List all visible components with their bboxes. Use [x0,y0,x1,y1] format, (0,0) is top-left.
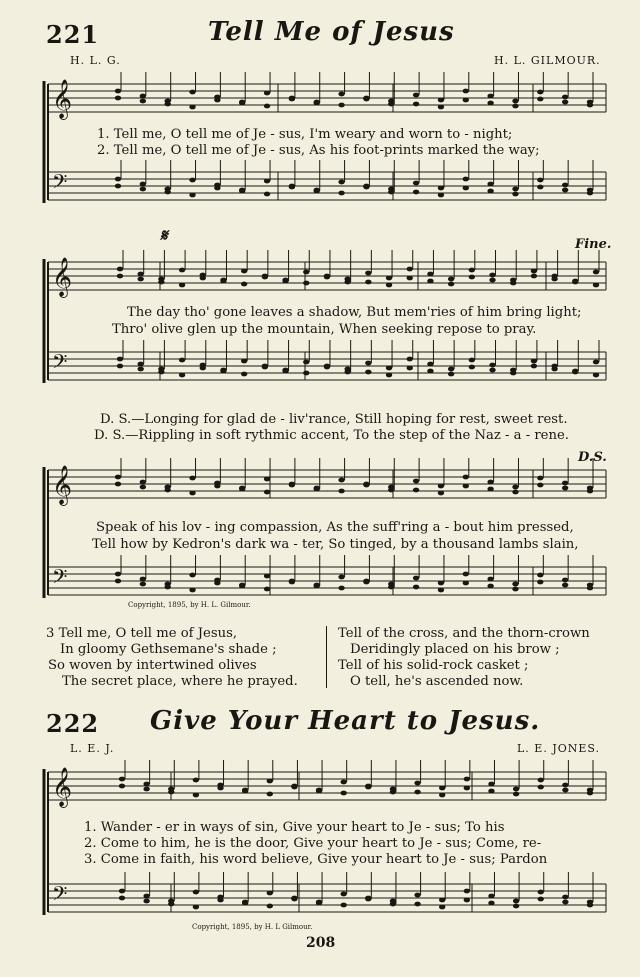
verse-line: 3 Tell me, O tell me of Jesus, [46,626,238,641]
lyric-line: The day tho' gone leaves a shadow, But mem'ries of him bring light; [127,305,582,320]
lyric-line: 3. Come in faith, his word believe, Give your heart to Je - sus; Pardon [84,852,548,867]
verse-line: Tell of the cross, and the thorn-crown [338,626,590,641]
segno-mark: 𝄋 [160,226,168,246]
hymn-title: Give Your Heart to Jesus. [150,706,541,736]
verse-line: In gloomy Gethsemane's shade ; [60,642,277,657]
verse-line: Tell of his solid-rock casket ; [338,658,529,673]
verse-line: O tell, he's ascended now. [350,674,524,689]
hymn-number: 222 [46,709,100,738]
music-credit: H. L. GILMOUR. [494,54,601,67]
ds-line: D. S.—Rippling in soft rythmic accent, To the step of the Naz - a - rene. [94,428,569,443]
copyright: Copyright, 1895, by H. L Gilmour. [192,923,313,931]
svg-text:𝄢: 𝄢 [52,350,68,378]
svg-text:𝄢: 𝄢 [52,882,68,910]
fine-label: Fine. [575,237,612,252]
svg-text:𝄞: 𝄞 [52,257,73,297]
svg-text:𝄢: 𝄢 [52,565,68,593]
ds-label: D.S. [578,450,607,465]
lyric-line: 1. Tell me, O tell me of Je - sus, I'm weary and worn to - night; [97,127,513,142]
verse-line: The secret place, where he prayed. [62,674,298,689]
verse-line: So woven by intertwined olives [48,658,257,673]
verse-line: Deridingly placed on his brow ; [350,642,560,657]
svg-text:𝄞: 𝄞 [52,767,73,807]
music-credit: L. E. JONES. [517,742,601,755]
svg-text:𝄢: 𝄢 [52,170,68,198]
words-credit: L. E. J. [70,742,115,755]
verse-divider [326,626,327,688]
lyric-line: Tell how by Kedron's dark wa - ter, So tinged, by a thousand lambs slain, [92,537,579,552]
lyric-line: 1. Wander - er in ways of sin, Give your heart to Je - sus; To his [84,820,505,835]
lyric-line: 2. Come to him, he is the door, Give your heart to Je - sus; Come, re- [84,836,542,851]
page-number: 208 [306,935,336,951]
svg-text:𝄞: 𝄞 [52,79,73,119]
lyric-line: Thro' olive glen up the mountain, When seeking repose to pray. [112,322,537,337]
lyric-line: 2. Tell me, O tell me of Je - sus, As his foot-prints marked the way; [97,143,540,158]
words-credit: H. L. G. [70,54,121,67]
ds-line: D. S.—Longing for glad de - liv'rance, Still hoping for rest, sweet rest. [100,412,568,427]
copyright: Copyright, 1895, by H. L. Gilmour. [128,601,251,609]
hymn-number: 221 [46,20,100,49]
hymn-title: Tell Me of Jesus [208,17,455,47]
lyric-line: Speak of his lov - ing compassion, As the suff'ring a - bout him pressed, [96,520,574,535]
svg-text:𝄞: 𝄞 [52,465,73,505]
